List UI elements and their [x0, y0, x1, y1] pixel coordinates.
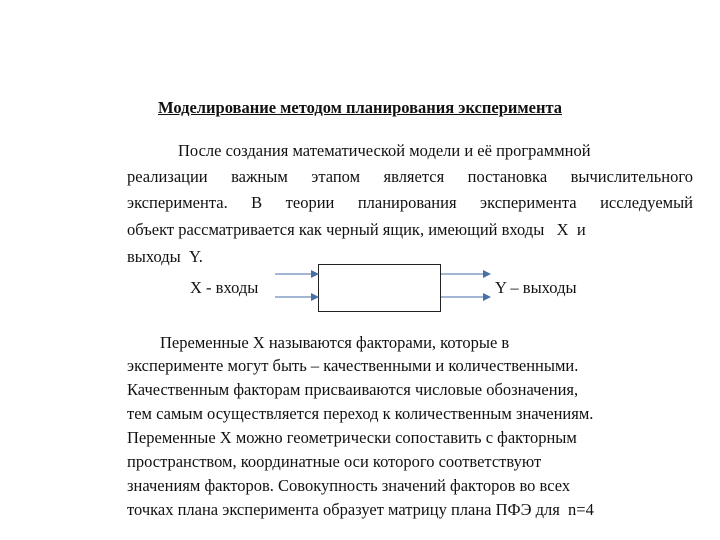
paragraph1-line-3: эксперимента. В теории планирования эксперимента исследуемый: [127, 193, 693, 212]
paragraph2-line-7: значениям факторов. Совокупность значений факторов во всех: [127, 476, 571, 495]
paragraph2-line-3: Качественным факторам присваиваются числовые обозначения,: [127, 380, 579, 399]
paragraph2-line-5: Переменные X можно геометрически сопоставить с факторным: [127, 428, 577, 447]
inputs-label: X - входы: [190, 278, 259, 297]
paragraph1-line-2: реализации важным этапом является постановка вычислительного: [127, 167, 693, 186]
paragraph2-line-8: точках плана эксперимента образует матрицу плана ПФЭ для n=4: [127, 500, 594, 519]
paragraph2-line-1: Переменные X называются факторами, которые в: [160, 333, 510, 352]
outputs-label: Y – выходы: [495, 278, 577, 297]
paragraph1-line-1: После создания математической модели и её программной: [178, 141, 591, 160]
paragraph2-line-6: пространством, координатные оси которого соответствуют: [127, 452, 542, 471]
slide-title: Моделирование методом планирования эксперимента: [157, 98, 563, 117]
paragraph2-line-4: тем самым осуществляется переход к количественным значениям.: [127, 404, 594, 423]
black-box: [318, 264, 441, 312]
paragraph1-line-4: объект рассматривается как черный ящик, имеющий входы X и: [127, 220, 586, 239]
paragraph2-line-2: эксперименте могут быть – качественными и количественными.: [127, 356, 579, 375]
paragraph1-line-5: выходы Y.: [127, 247, 203, 266]
